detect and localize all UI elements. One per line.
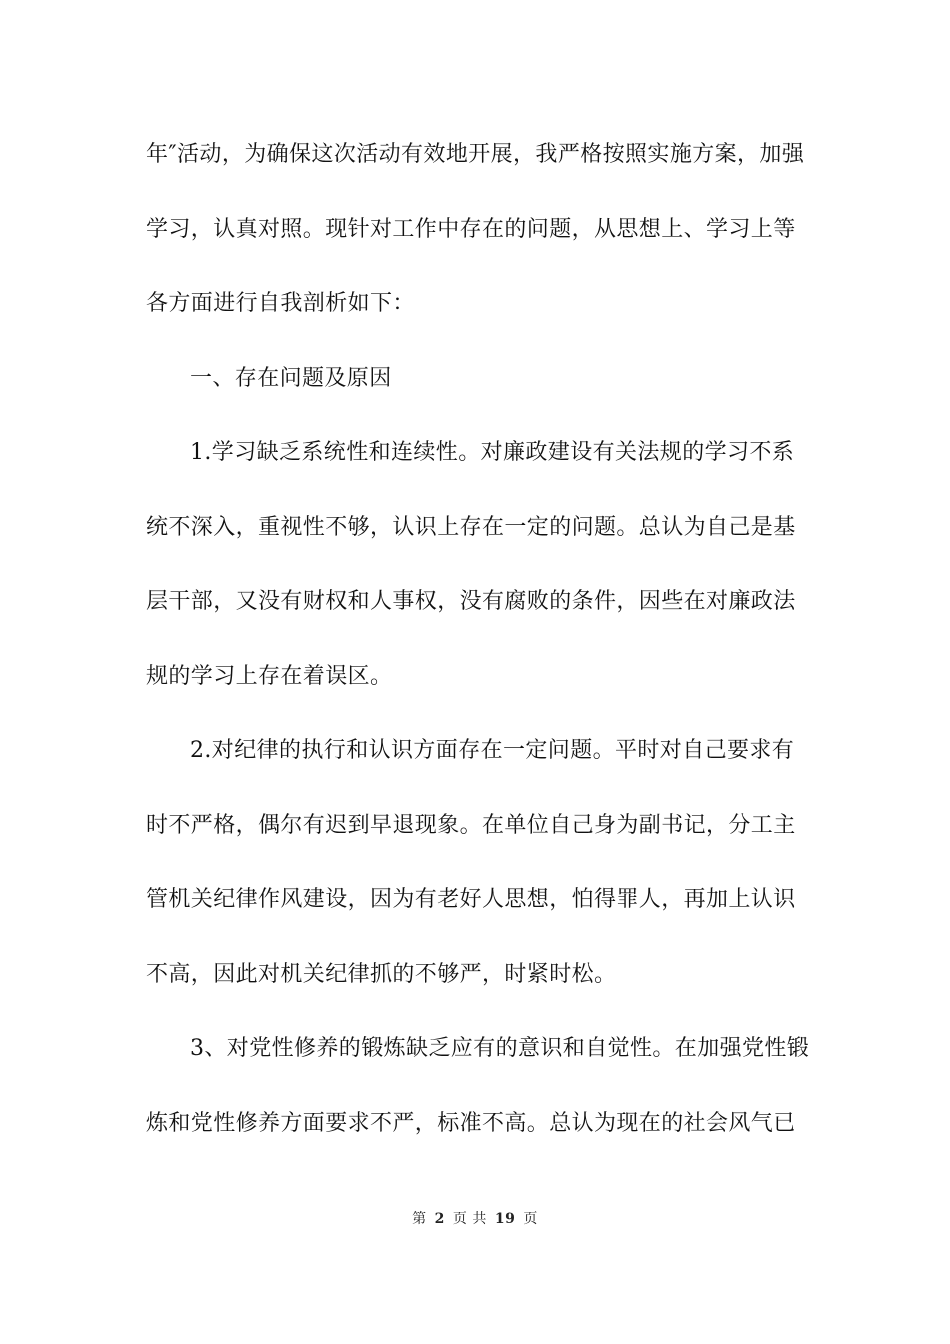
document-body <box>146 130 816 1173</box>
text-line: 2.对纪律的执行和认识方面存在一定问题。平时对自己要求有 <box>190 738 795 763</box>
text-line: 不高，因此对机关纪律抓的不够严，时紧时松。 <box>146 961 617 987</box>
text-line: 学习，认真对照。现针对工作中存在的问题，从思想上、学习上等 <box>146 216 796 242</box>
text-line: 时不严格，偶尔有迟到早退现象。在单位自己身为副书记，分工主 <box>146 812 796 838</box>
text-line: 炼和党性修养方面要求不严，标准不高。总认为现在的社会风气已 <box>146 1110 796 1136</box>
text-line: 3、对党性修养的锻炼缺乏应有的意识和自觉性。在加强党性锻 <box>190 1036 810 1061</box>
text-line: 年″活动，为确保这次活动有效地开展，我严格按照实施方案，加强 <box>146 142 805 167</box>
section-heading: 一、存在问题及原因 <box>190 365 392 391</box>
text-line: 规的学习上存在着误区。 <box>146 663 393 689</box>
text-line: 各方面进行自我剖析如下： <box>146 291 415 316</box>
total-pages-number: 19 <box>494 1211 516 1227</box>
text-line: 统不深入，重视性不够，认识上存在一定的问题。总认为自己是基 <box>146 514 796 540</box>
text-line: 管机关纪律作风建设，因为有老好人思想，怕得罪人，再加上认识 <box>146 887 796 912</box>
footer-prefix: 第 <box>412 1211 427 1227</box>
footer-mid: 页 共 <box>452 1211 487 1227</box>
page-footer <box>0 1208 950 1228</box>
text-line: 层干部，又没有财权和人事权，没有腐败的条件，因些在对廉政法 <box>146 589 796 614</box>
text-line: 1.学习缺乏系统性和连续性。对廉政建设有关法规的学习不系 <box>190 440 795 465</box>
footer-suffix: 页 <box>523 1211 538 1227</box>
current-page-number: 2 <box>434 1211 445 1227</box>
